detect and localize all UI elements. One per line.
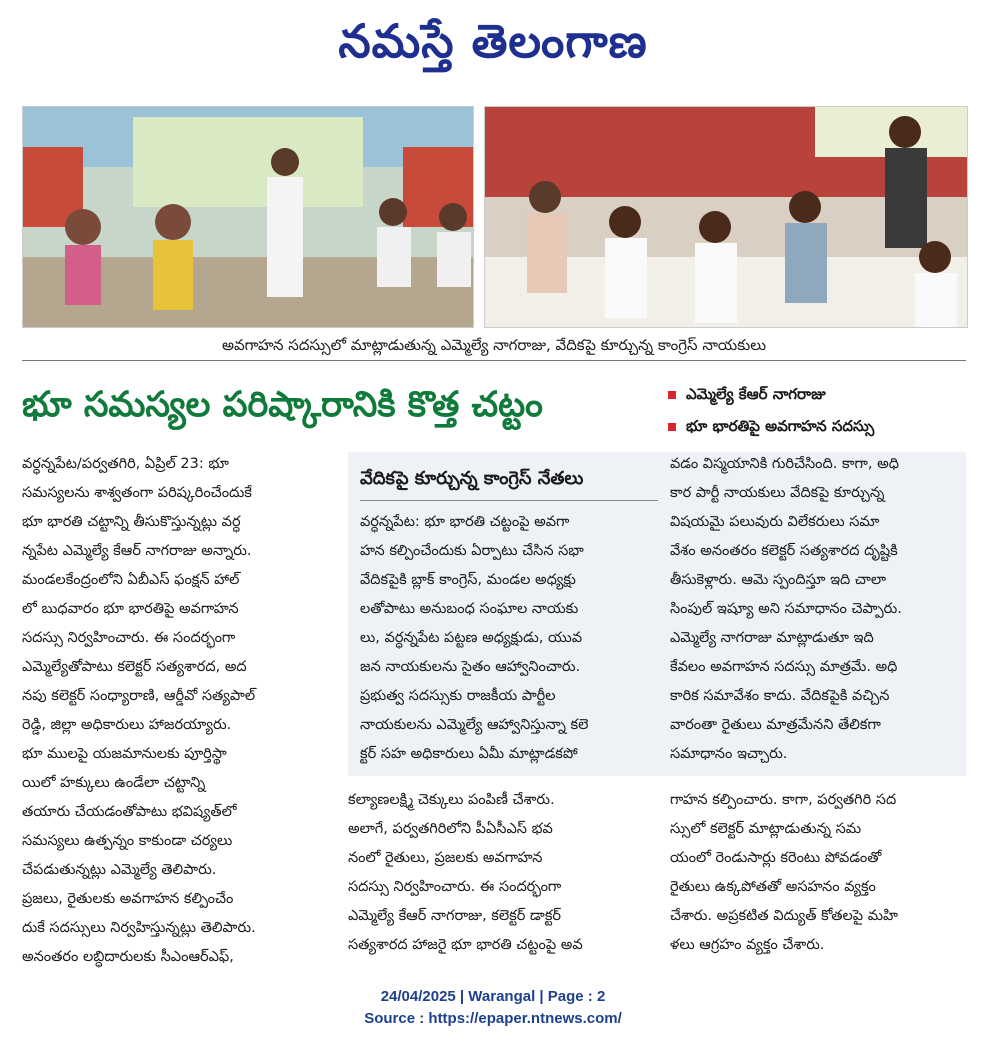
- sidebar-column-1: వర్ధన్నపేట: భూ భారతి చట్టంపై అవగా హన కల్పించేందుకు ఏర్పాటు చేసిన సభా వేదికపైకి బ్లాక్ కాంగ్రెస్, మండల అధ్యక్షు లతోపాటు అనుబంధ సంఘాల నాయకు లు, వర్ధన్నపేట పట్టణ అధ్యక్షుడు, యువ జన నాయకులను సైతం ఆహ్వానించారు. ప్రభుత్వ సదస్సుకు రాజకీయ పార్టీల నాయకులను ఎమ్మెల్యే ఆహ్వానిస్తున్నా కలె క్టర్ సహ అధికారులు ఏమీ మాట్లాడకపో: [360, 514, 589, 762]
- bullet-square-icon: [668, 423, 676, 431]
- article-column-1: వర్ధన్నపేట/పర్వతగిరి, ఏప్రిల్ 23: భూ సమస్యలను శాశ్వతంగా పరిష్కరించేందుకే భూ భారతి చట్టాన్ని తీసుకొస్తున్నట్లు వర్ధ న్నపేట ఎమ్మెల్యే కేఆర్ నాగరాజు అన్నారు. మండలకేంద్రంలోని ఏబీఎస్ ఫంక్షన్ హాల్ లో బుధవారం భూ భారతిపై అవగాహన సదస్సు నిర్వహించారు. ఈ సందర్భంగా ఎమ్మెల్యేతోపాటు కలెక్టర్ సత్యశారద, అద నపు కలెక్టర్ సంధ్యారాణి, ఆర్డీవో సత్యపాల్ రెడ్డి, జిల్లా అధికారులు హాజరయ్యారు. భూ ములపై యజమానులకు పూర్తిస్థా యిలో హక్కులు ఉండేలా చట్టాన్ని తయారు చేయడంతోపాటు భవిష్యత్‌లో సమస్యలు ఉత్పన్నం కాకుండా చర్యలు చేపడుతున్నట్లు ఎమ్మెల్యే తెలిపారు. ప్రజలు, రైతులకు అవగాహన కల్పించేం దుకే సదస్సులు నిర్వహిస్తున్నట్లు తెలిపారు. అనంతరం లబ్ధిదారులకు సీఎంఆర్ఎఫ్,: [22, 456, 256, 965]
- footer-source-link[interactable]: Source : https://epaper.ntnews.com/: [364, 1010, 622, 1027]
- footer-date-edition: 24/04/2025 | Warangal | Page : 2: [380, 988, 606, 1005]
- article-headline: భూ సమస్యల పరిష్కారానికి కొత్త చట్టం: [22, 385, 543, 425]
- masthead-title: నమస్తే తెలంగాణ: [338, 14, 648, 68]
- photo-caption: అవగాహన సదస్సులో మాట్లాడుతున్న ఎమ్మెల్యే నాగరాజు, వేదికపై కూర్చున్న కాంగ్రెస్ నాయకులు: [22, 330, 966, 361]
- headline-bullets: [668, 378, 968, 442]
- sidebar-box-title: వేదికపై కూర్చున్న కాంగ్రెస్ నేతలు: [360, 468, 584, 489]
- article-column-2: కల్యాణలక్ష్మి చెక్కులు పంపిణీ చేశారు. అలాగే, పర్వతగిరిలోని పీఏసీఎస్ భవ నంలో రైతులు, ప్రజలకు అవగాహన సదస్సు నిర్వహించారు. ఈ సందర్భంగా ఎమ్మెల్యే కేఆర్ నాగరాజు, కలెక్టర్ డాక్టర్ సత్యశారద హాజరై భూ భారతి చట్టంపై అవ: [348, 792, 583, 953]
- bullet-square-icon: [668, 391, 676, 399]
- bullet-item: భూ భారతిపై అవగాహన సదస్సు: [668, 410, 968, 442]
- article-column-3: గాహన కల్పించారు. కాగా, పర్వతగిరి సద స్సులో కలెక్టర్ మాట్లాడుతున్న సమ యంలో రెండుసార్లు కరెంటు పోవడంతో రైతులు ఉక్కపోతతో అసహనం వ్యక్తం చేశారు. అప్రకటిత విద్యుత్ కోతలపై మహి ళలు ఆగ్రహం వ్యక్తం చేశారు.: [670, 792, 899, 953]
- event-photo-left: [22, 106, 474, 328]
- sidebar-column-2: వడం విస్మయానికి గురిచేసింది. కాగా, అధి కార పార్టీ నాయకులు వేదికపై కూర్చున్న విషయమై పలువురు విలేకరులు సమా వేశం అనంతరం కలెక్టర్ సత్యశారద దృష్టికి తీసుకెళ్లారు. ఆమె స్పందిస్తూ ఇది చాలా సింపుల్ ఇష్యూ అని సమాధానం చెప్పారు. ఎమ్మెల్యే నాగరాజు మాట్లాడుతూ ఇది కేవలం అవగాహన సదస్సు మాత్రమే. అధి కారిక సమావేశం కాదు. వేదికపైకి వచ్చిన వారంతా రైతులు మాత్రమేనని తేలికగా సమాధానం ఇచ్చారు.: [670, 456, 902, 762]
- sidebar-title-divider: [360, 500, 658, 501]
- bullet-item: ఎమ్మెల్యే కేఆర్ నాగరాజు: [668, 378, 968, 410]
- page-footer: [0, 986, 986, 1030]
- event-photo-right: [484, 106, 968, 328]
